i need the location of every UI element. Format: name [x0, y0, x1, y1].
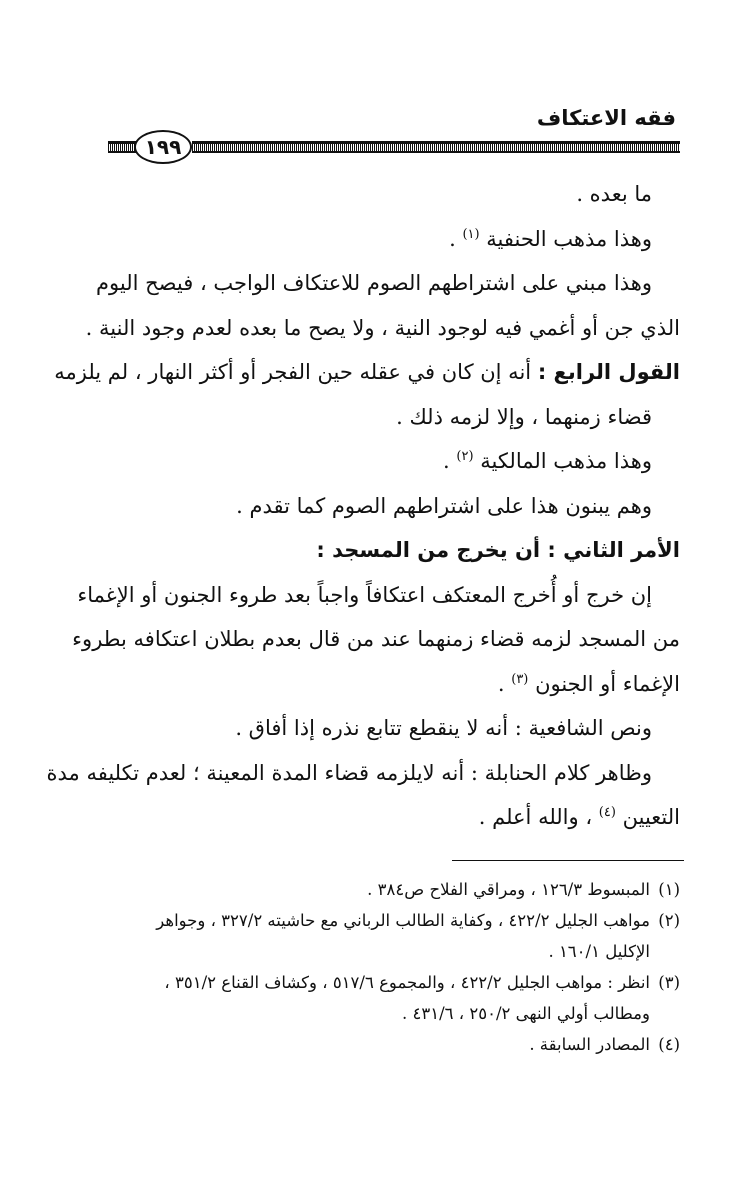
text-line: التعيين $^{(٤)}$ ، والله أعلم .	[478, 805, 680, 829]
footnote-ref[interactable]: (١)	[462, 226, 480, 242]
header-rule-left	[108, 141, 136, 153]
footnote-number: (٢)	[658, 911, 680, 930]
text-line: الذي جن أو أغمي فيه لوجود النية ، ولا يصح ما بعده لعدم وجود النية .	[85, 315, 680, 340]
text-line: قضاء زمنهما ، وإلا لزمه ذلك .	[396, 404, 652, 429]
text-line: ونص الشافعية : أنه لا ينقطع تتابع نذره إذا أفاق .	[235, 716, 652, 740]
text-line: وهذا مذهب الحنفية $^{(١)}$ .	[449, 226, 652, 251]
footnote-1: (١)المبسوط ١٢٦/٣ ، ومراقي الفلاح ص٣٨٤ .	[96, 874, 680, 905]
text-line: من المسجد لزمه قضاء زمنهما عند من قال بعدم بطلان اعتكافه بطروء	[72, 627, 680, 651]
running-title: فقه الاعتكاف	[536, 106, 676, 130]
page-number: ١٩٩	[134, 130, 192, 164]
section-label: القول الرابع :	[537, 360, 680, 384]
footnote-number: (٤)	[658, 1035, 680, 1054]
main-text	[46, 172, 680, 840]
footnote-ref[interactable]: (٤)	[598, 805, 616, 820]
text-line: وهذا مذهب المالكية $^{(٢)}$ .	[443, 449, 652, 473]
text-line: وهذا مبني على اشتراطهم الصوم للاعتكاف الواجب ، فيصح اليوم	[96, 271, 652, 295]
section-heading: الأمر الثاني : أن يخرج من المسجد :	[316, 538, 680, 562]
footnote-4: (٤)المصادر السابقة .	[96, 1029, 680, 1060]
text-line: إن خرج أو أُخرج المعتكف اعتكافاً واجباً بعد طروء الجنون أو الإغماء	[77, 582, 652, 607]
text-line: القول الرابع : أنه إن كان في عقله حين الفجر أو أكثر النهار ، لم يلزمه	[54, 360, 680, 384]
footnote-ref[interactable]: (٣)	[511, 671, 529, 687]
footnote-2: (٢)مواهب الجليل ٤٢٢/٢ ، وكفاية الطالب الرباني مع حاشيته ٣٢٧/٢ ، وجواهر	[96, 905, 680, 936]
footnote-ref[interactable]: (٢)	[456, 449, 474, 464]
footnotes	[96, 874, 680, 1060]
footnote-3: (٣)انظر : مواهب الجليل ٤٢٢/٢ ، والمجموع ٥١٧/٦ ، وكشاف القناع ٣٥١/٢ ،	[96, 967, 680, 998]
text-line: وهم يبنون هذا على اشتراطهم الصوم كما تقدم .	[236, 493, 652, 518]
text-line: الإغماء أو الجنون $^{(٣)}$ .	[497, 671, 680, 696]
footnote-number: (٣)	[658, 973, 680, 992]
footnote-number: (١)	[658, 880, 680, 899]
header-rule	[192, 141, 680, 153]
text-line: ما بعده .	[576, 182, 652, 206]
footnote-divider	[452, 860, 684, 861]
footnote-3-cont: ومطالب أولي النهى ٢٥٠/٢ ، ٤٣١/٦ .	[402, 1004, 650, 1023]
footnote-2-cont: الإكليل ١٦٠/١ .	[548, 942, 650, 961]
text-line: وظاهر كلام الحنابلة : أنه لايلزمه قضاء المدة المعينة ؛ لعدم تكليفه مدة	[46, 760, 652, 785]
